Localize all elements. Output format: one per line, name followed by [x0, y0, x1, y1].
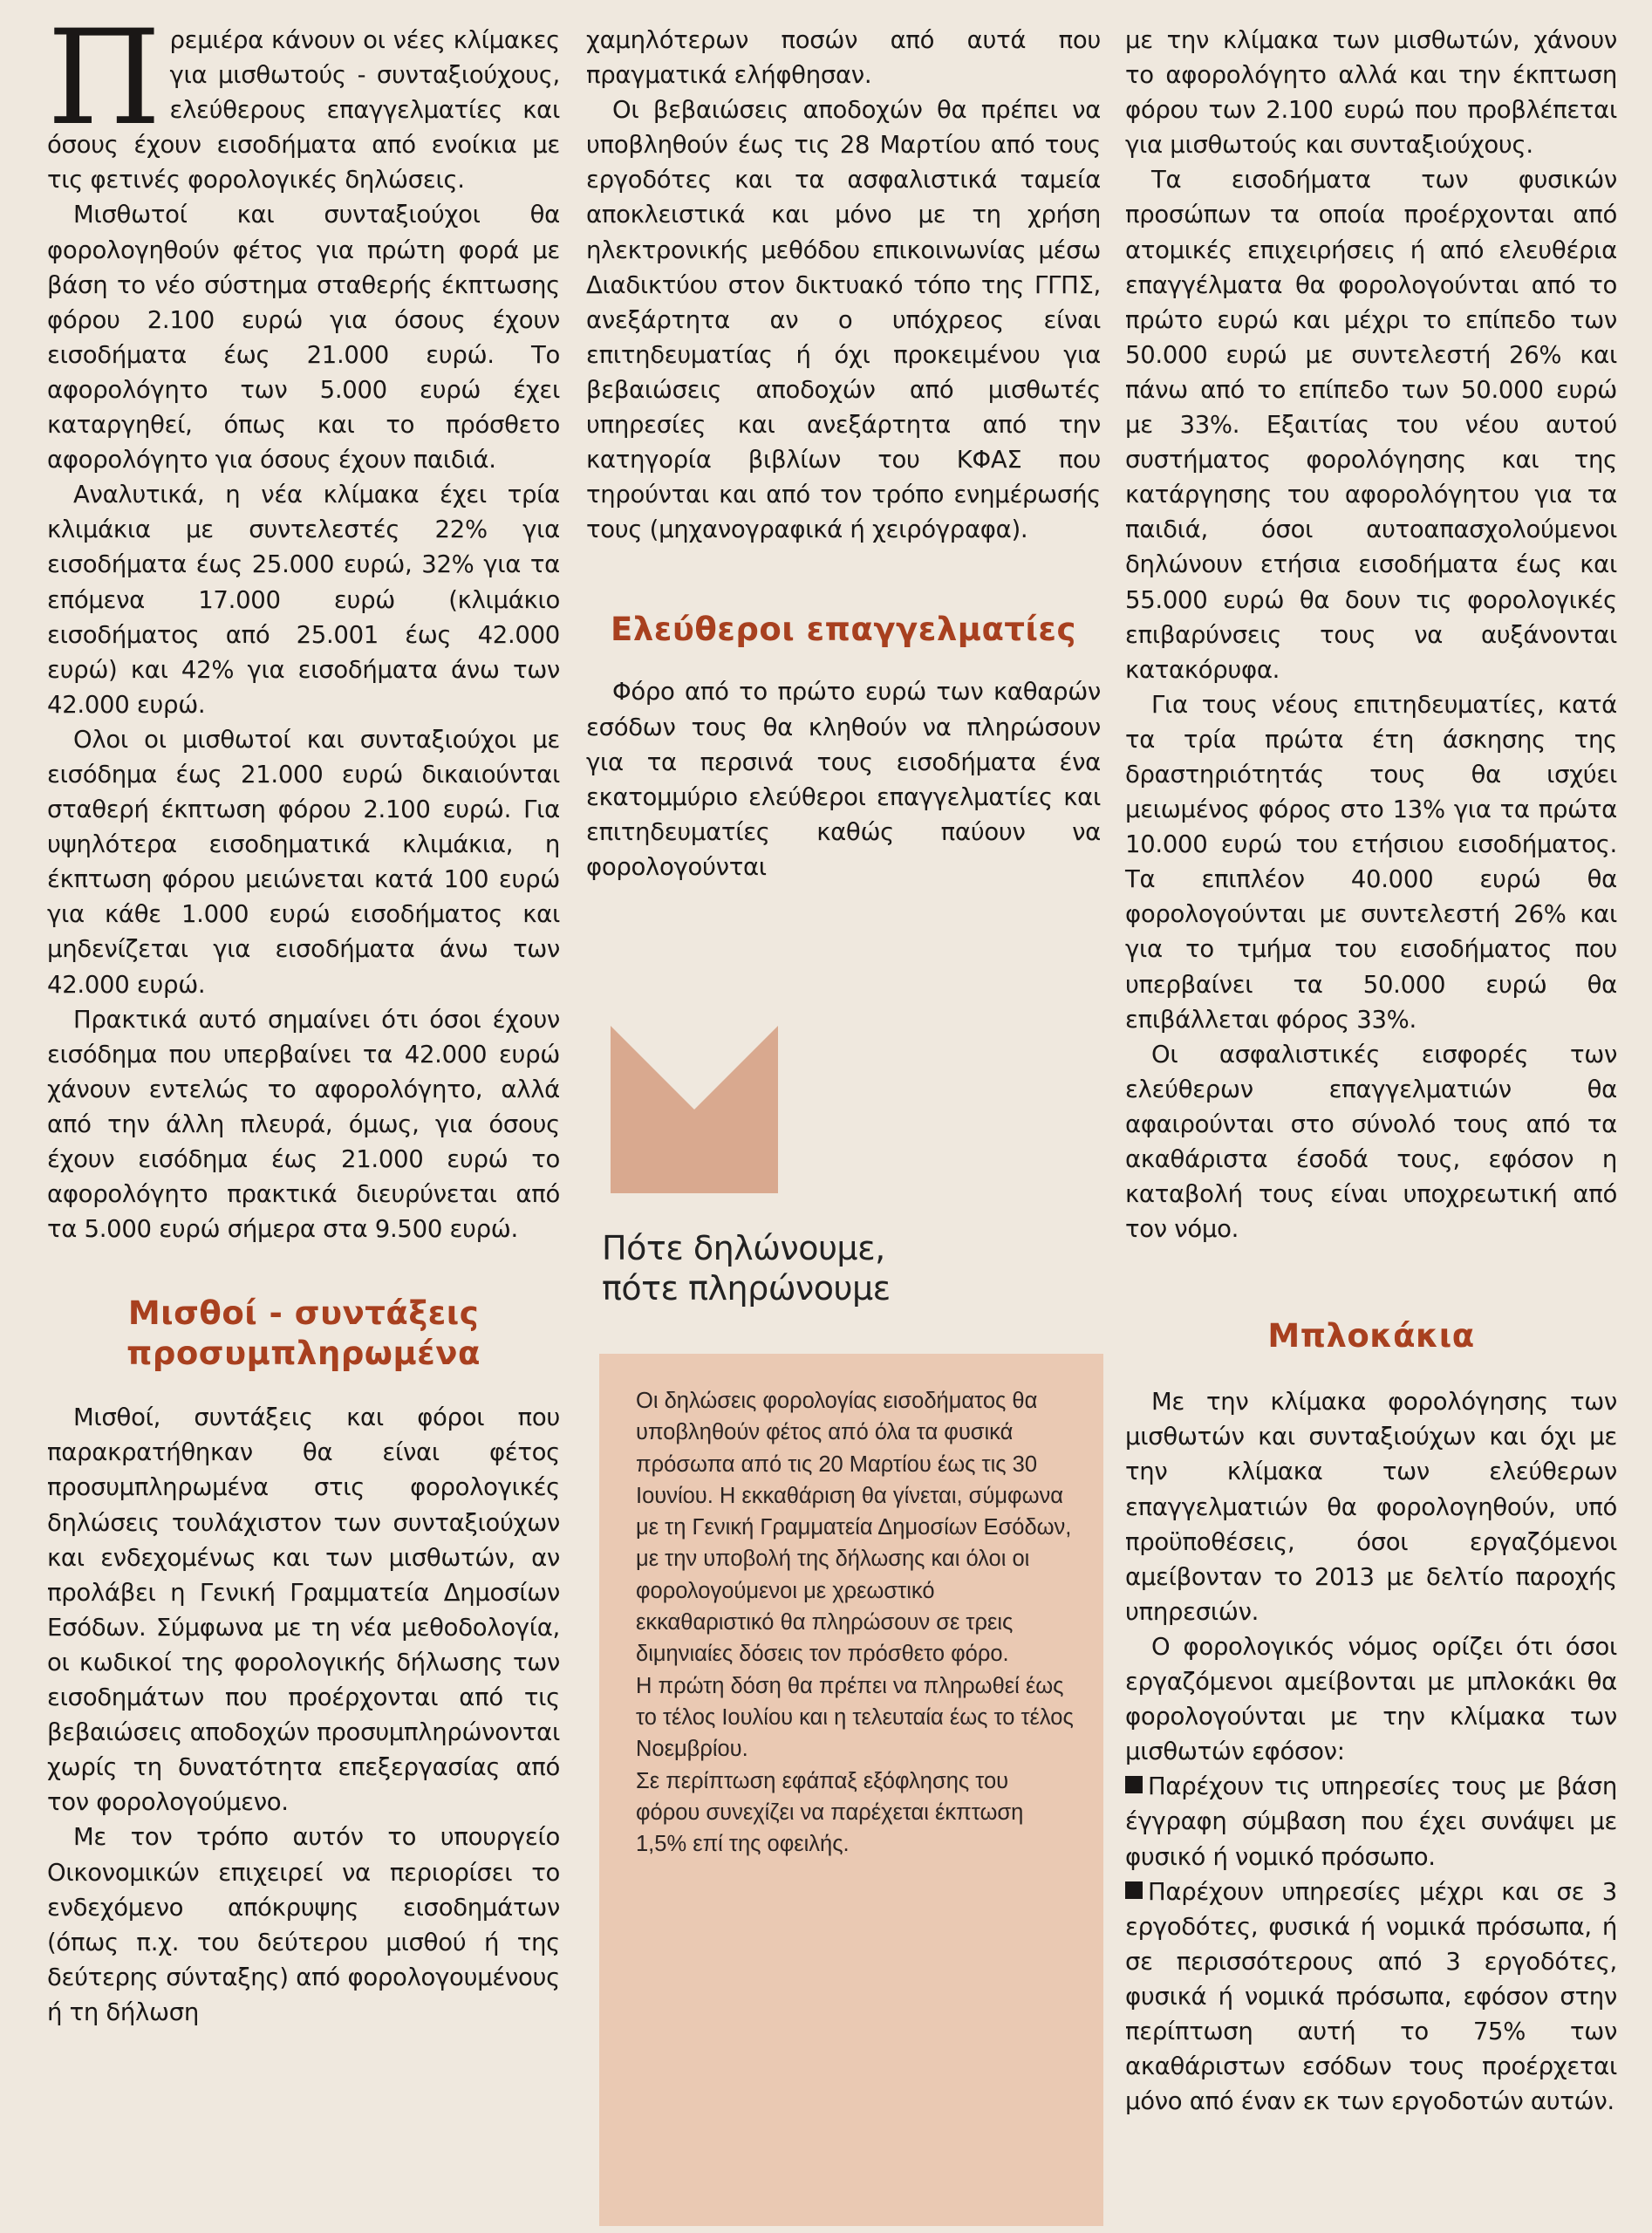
bullet-text: Παρέχουν τις υπηρεσίες τους με βάση έγγραφη σύμβαση που έχει συνάψει με φυσικό ή νομικό πρόσωπο.: [1125, 1772, 1617, 1871]
intro-text: ρεμιέρα κάνουν οι νέες κλίμακες για μισθωτούς - συνταξιούχους, ελεύθερους επαγγελματίες και όσους έχουν εισοδήματα από ενοίκια με τις φετινές φορολογικές δηλώσεις.: [47, 26, 560, 195]
bullet-item: [1125, 1769, 1617, 1874]
arrow-graphic: [611, 1026, 778, 1193]
paragraph: Ολοι οι μισθωτοί και συνταξιούχοι με εισόδημα έως 21.000 ευρώ δικαιούνται σταθερή έκπτωση φόρου 2.100 ευρώ. Για υψηλότερα εισοδηματικά κλιμάκια, η έκπτωση φόρου μειώνεται κατά 100 ευρώ για κάθε 1.000 ευρώ εισοδήματος και μηδενίζεται για εισοδήματα άνω των 42.000 ευρώ.: [47, 725, 560, 999]
section-heading-misthoi: Μισθοί - συντάξεις προσυμπληρωμένα: [126, 1294, 481, 1373]
paragraph: Πρακτικά αυτό σημαίνει ότι όσοι έχουν εισόδημα που υπερβαίνει τα 42.000 ευρώ χάνουν εντελώς το αφορολόγητο, αλλά από την άλλη πλευρά, όμως, για όσους έχουν εισόδημα έως 21.000 ευρώ το αφορολόγητο πρακτικά διευρύνεται από τα 5.000 ευρώ σήμερα στα 9.500 ευρώ.: [47, 1005, 560, 1244]
section-heading-eleftheroi: Ελεύθεροι επαγγελματίες: [611, 611, 1076, 649]
section-heading-mplokakia: Μπλοκάκια: [1267, 1317, 1475, 1356]
sidebar-title: [602, 1228, 986, 1308]
paragraph: Για τους νέους επιτηδευματίες, κατά τα τρία πρώτα έτη άσκησης της δραστηριότητάς τους θα ισχύει μειωμένος φόρος στο 13% για τα πρώτα 10.000 ευρώ του ετήσιου εισοδήματος. Τα επιπλέον 40.000 ευρώ θα φορολογούνται με συντελεστή 26% και για το τμήμα του εισοδήματος που υπερβαίνει τα 50.000 ευρώ θα επιβάλλεται φόρος 33%.: [1125, 690, 1617, 1034]
paragraph: Οι βεβαιώσεις αποδοχών θα πρέπει να υποβληθούν έως τις 28 Μαρτίου από τους εργοδότες και τα ασφαλιστικά ταμεία αποκλειστικά και μόνο με τη χρήση ηλεκτρονικής μεθόδου επικοινωνίας μέσω Διαδικτύου στον δικτυακό τόπο της ΓΓΠΣ, ανεξάρτητα αν ο υπόχρεος είναι επιτηδευματίας ή όχι προκειμένου για βεβαιώσεις αποδοχών από μισθωτές υπηρεσίες και ανεξάρτητα από την κατηγορία βιβλίων του ΚΦΑΣ που τηρούνται και από τον τρόπο ενημέρωσής τους (μηχανογραφικά ή χειρόγραφα).: [586, 96, 1101, 544]
paragraph: Ο φορολογικός νόμος ορίζει ότι όσοι εργαζόμενοι αμείβονται με μπλοκάκι θα φορολογούνται με την κλίμακα των μισθωτών εφόσον:: [1125, 1632, 1617, 1766]
drop-cap: Π: [47, 3, 161, 154]
paragraph: Μισθοί, συντάξεις και φόροι που παρακρατήθηκαν θα είναι φέτος προσυμπληρωμένα στις φορολογικές δηλώσεις τουλάχιστον των συνταξιούχων και ενδεχομένως και των μισθωτών, αν προλάβει η Γενική Γραμματεία Δημοσίων Εσόδων. Σύμφωνα με τη νέα μεθοδολογία, οι κωδικοί της φορολογικής δήλωσης των εισοδημάτων που προέρχονται από τις βεβαιώσεις αποδοχών προσυμπληρώνονται χωρίς τη δυνατότητα επεξεργασίας από τον φορολογούμενο.: [47, 1403, 560, 1817]
bullet-item: [1125, 1874, 1617, 2120]
column-3: [1125, 23, 1617, 2119]
column-1: [47, 3, 560, 2030]
paragraph: Μισθωτοί και συνταξιούχοι θα φορολογηθούν φέτος για πρώτη φορά με βάση το νέο σύστημα σταθερής έκπτωσης φόρου 2.100 ευρώ για όσους έχουν εισοδήματα έως 21.000 ευρώ. Το αφορολόγητο των 5.000 ευρώ έχει καταργηθεί, όπως και το πρόσθετο αφορολόγητο για όσους έχουν παιδιά.: [47, 201, 560, 475]
sidebar-title-line-1: Πότε δηλώνουμε,: [602, 1229, 885, 1267]
column-2: [586, 23, 1101, 884]
arrow-shape: [611, 1026, 778, 1193]
intro-paragraph: [47, 3, 560, 197]
paragraph: Φόρο από το πρώτο ευρώ των καθαρών εσόδων τους θα κληθούν να πληρώσουν για τα περσινά τους εισοδήματα ένα εκατομμύριο ελεύθεροι επαγγελματίες και επιτηδευματίες καθώς παύουν να φορολογούνται: [586, 678, 1101, 881]
paragraph: Με τον τρόπο αυτόν το υπουργείο Οικονομικών επιχειρεί να περιορίσει το ενδεχόμενο απόκρυψης εισοδημάτων (όπως π.χ. του δεύτερου μισθού ή της δεύτερης σύνταξης) από φορολογουμένους ή τη δήλωση: [47, 1823, 560, 2026]
square-bullet-icon: [1125, 1881, 1143, 1899]
paragraph: χαμηλότερων ποσών από αυτά που πραγματικά ελήφθησαν.: [586, 26, 1101, 90]
paragraph: Τα εισοδήματα των φυσικών προσώπων τα οποία προέρχονται από ατομικές επιχειρήσεις ή από ελευθέρια επαγγέλματα θα φορολογούνται από το πρώτο ευρώ και μέχρι το επίπεδο των 50.000 ευρώ με συντελεστή 26% και πάνω από το επίπεδο των 50.000 ευρώ με 33%. Εξαιτίας του νέου αυτού συστήματος φορολόγησης και της κατάργησης του αφορολόγητου για τα παιδιά, όσοι αυτοαπασχολούμενοι δηλώνουν ετήσια εισοδήματα έως και 55.000 ευρώ θα δουν τις φορολογικές επιβαρύνσεις τους να αυξάνονται κατακόρυφα.: [1125, 166, 1617, 684]
paragraph: με την κλίμακα των μισθωτών, χάνουν το αφορολόγητο αλλά και την έκπτωση φόρου των 2.100 ευρώ που προβλέπεται για μισθωτούς και συνταξιούχους.: [1125, 26, 1617, 160]
sidebar-paragraph: Σε περίπτωση εφάπαξ εξόφλησης του φόρου συνεχίζει να παρέχεται έκπτωση 1,5% επί της οφειλής.: [636, 1768, 1024, 1857]
square-bullet-icon: [1125, 1776, 1143, 1793]
paragraph: Αναλυτικά, η νέα κλίμακα έχει τρία κλιμάκια με συντελεστές 22% για εισοδήματα έως 25.000 ευρώ, 32% για τα επόμενα 17.000 ευρώ (κλιμάκιο εισοδήματος από 25.001 έως 42.000 ευρώ) και 42% για εισοδήματα άνω των 42.000 ευρώ.: [47, 481, 560, 719]
bullet-text: Παρέχουν υπηρεσίες μέχρι και σε 3 εργοδότες, φυσικά ή νομικά πρόσωπα, ή σε περισσότερους από 3 εργοδότες, φυσικά ή νομικά πρόσωπα, εφόσον στην περίπτωση αυτή το 75% των ακαθάριστων εσόδων τους προέρχεται μόνο από έναν εκ των εργοδοτών αυτών.: [1125, 1877, 1617, 2116]
paragraph: Οι ασφαλιστικές εισφορές των ελεύθερων επαγγελματιών θα αφαιρούνται στο σύνολό τους από τα ακαθάριστα έσοδά τους, εφόσον η καταβολή τους είναι υποχρεωτική από τον νόμο.: [1125, 1040, 1617, 1244]
sidebar-box: [599, 1354, 1103, 2226]
sidebar-paragraph: Η πρώτη δόση θα πρέπει να πληρωθεί έως το τέλος Ιουλίου και η τελευταία έως το τέλος Νοεμβρίου.: [636, 1673, 1074, 1762]
paragraph: Με την κλίμακα φορολόγησης των μισθωτών και συνταξιούχων και όχι με την κλίμακα των ελεύθερων επαγγελματιών θα φορολογηθούν, υπό προϋποθέσεις, όσοι εργαζόμενοι αμείβονταν το 2013 με δελτίο παροχής υπηρεσιών.: [1125, 1388, 1617, 1626]
sidebar-paragraph: Οι δηλώσεις φορολογίας εισοδήματος θα υποβληθούν φέτος από όλα τα φυσικά πρόσωπα από τις 20 Μαρτίου έως τις 30 Ιουνίου. Η εκκαθάριση θα γίνεται, σύμφωνα με τη Γενική Γραμματεία Δημοσίων Εσόδων, με την υποβολή της δήλωσης και όλοι οι φορολογούμενοι με χρεωστικό εκκαθαριστικό θα πληρώσουν σε τρεις διμηνιαίες δόσεις τον πρόσθετο φόρο.: [636, 1389, 1072, 1667]
sidebar-title-line-2: πότε πληρώνουμε: [602, 1269, 891, 1308]
